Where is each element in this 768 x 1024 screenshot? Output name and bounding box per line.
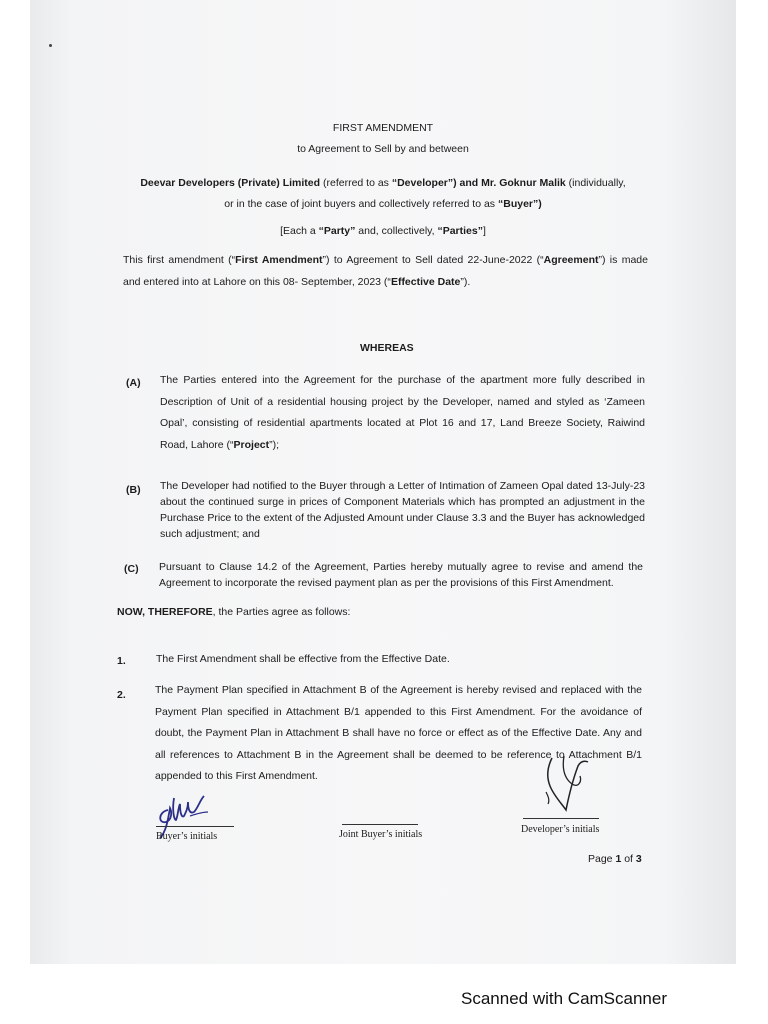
parties-text: (individually, bbox=[565, 177, 626, 189]
therefore-line bbox=[117, 606, 350, 619]
scan-speck bbox=[49, 44, 52, 47]
intro-paragraph bbox=[123, 250, 648, 293]
recital-text: ”); bbox=[269, 438, 280, 451]
parties-text: (referred to as bbox=[320, 177, 392, 189]
parties-term: “Parties” bbox=[437, 225, 483, 237]
parties-text: or in the case of joint buyers and collectively referred to as bbox=[224, 198, 498, 210]
intro-text: ”) is made and entered into at Lahore on this 08- September, 2023 (“ bbox=[123, 254, 648, 288]
recital-label-b: (B) bbox=[126, 484, 141, 496]
page-margin bbox=[736, 0, 768, 964]
developer-term: “Developer”) bbox=[391, 177, 457, 189]
buyer-signature-line bbox=[156, 826, 234, 827]
bracket-text: [Each a bbox=[280, 225, 319, 237]
parties-line-2 bbox=[30, 198, 736, 211]
buyer-initials-label: Buyer’s initials bbox=[156, 831, 218, 842]
therefore-term: NOW, THEREFORE bbox=[117, 606, 213, 618]
therefore-text: , the Parties agree as follows: bbox=[212, 606, 351, 618]
camscanner-watermark: Scanned with CamScanner bbox=[461, 989, 668, 1008]
buyer-name: Mr. Goknur Malik bbox=[481, 177, 566, 189]
developer-signature bbox=[538, 752, 598, 814]
page-prefix: Page bbox=[588, 853, 616, 865]
recital-c: Pursuant to Clause 14.2 of the Agreement, Parties hereby mutually agree to revise and amend the Agreement to incorporate the revised payment plan as per the provisions of this First Amendment. bbox=[159, 561, 643, 589]
party-term: “Party” bbox=[318, 225, 356, 237]
page-number bbox=[588, 853, 642, 865]
document-title: FIRST AMENDMENT bbox=[332, 122, 434, 134]
recital-a bbox=[160, 370, 645, 456]
joint-buyer-signature-line bbox=[342, 824, 418, 825]
recital-label-a: (A) bbox=[126, 377, 141, 389]
document-subtitle: to Agreement to Sell by and between bbox=[297, 143, 469, 155]
each-party-line bbox=[30, 225, 736, 238]
bracket-text: ] bbox=[483, 225, 486, 237]
recital-text: The Parties entered into the Agreement for the purchase of the apartment more fully described in Description of Unit of a residential housing project by the Developer, named and styled as ‘Zameen Opal’, consisting of residential apartments located at Plot 16 and 17, Land Breeze Society, Raiwind Road, Lahore (“ bbox=[160, 374, 645, 451]
project-term: Project bbox=[233, 438, 270, 451]
developer-signature-line bbox=[523, 818, 599, 819]
agreement-term: Agreement bbox=[543, 254, 599, 266]
whereas-heading: WHEREAS bbox=[360, 342, 414, 354]
intro-text: ”) to Agreement to Sell dated 22-June-2022 (“ bbox=[322, 254, 544, 266]
clause-1: The First Amendment shall be effective from the Effective Date. bbox=[156, 653, 450, 665]
clause-label-1: 1. bbox=[117, 655, 126, 667]
page-total: 3 bbox=[635, 853, 642, 865]
intro-text: This first amendment (“ bbox=[123, 254, 236, 266]
parties-line-1 bbox=[30, 177, 736, 190]
developer-initials-label: Developer’s initials bbox=[521, 824, 600, 835]
intro-text: ”). bbox=[460, 275, 471, 288]
bracket-text: and, collectively, bbox=[355, 225, 438, 237]
buyer-term: “Buyer”) bbox=[497, 198, 542, 210]
page-of: of bbox=[621, 853, 636, 865]
clause-2: The Payment Plan specified in Attachment B of the Agreement is hereby revised and replaced with the Payment Plan specified in Attachment B/1 appended to this First Amendment. For the avoidance of doubt, the Payment Plan in Attachment B shall have no force or effect as of the Effective Date. Any and all references to Attachment B in the Agreement shall be deemed to be reference to Attachment B/1 appended to this First Amendment. bbox=[155, 684, 642, 782]
recital-b: The Developer had notified to the Buyer through a Letter of Intimation of Zameen Opal dated 13-July-23 about the continued surge in prices of Component Materials which has prompted an adjustment in the Purchase Price to the extent of the Adjusted Amount under Clause 3.3 and the Buyer has acknowledged such adjustment; and bbox=[160, 480, 645, 540]
effective-date-term: Effective Date bbox=[390, 275, 461, 288]
joint-buyer-initials-label: Joint Buyer’s initials bbox=[339, 829, 423, 840]
recital-label-c: (C) bbox=[124, 563, 139, 575]
developer-name: Deevar Developers (Private) Limited bbox=[140, 177, 321, 189]
page-current: 1 bbox=[615, 853, 622, 865]
parties-and: and bbox=[456, 177, 482, 189]
clause-label-2: 2. bbox=[117, 689, 126, 701]
first-amendment-term: First Amendment bbox=[235, 254, 323, 266]
